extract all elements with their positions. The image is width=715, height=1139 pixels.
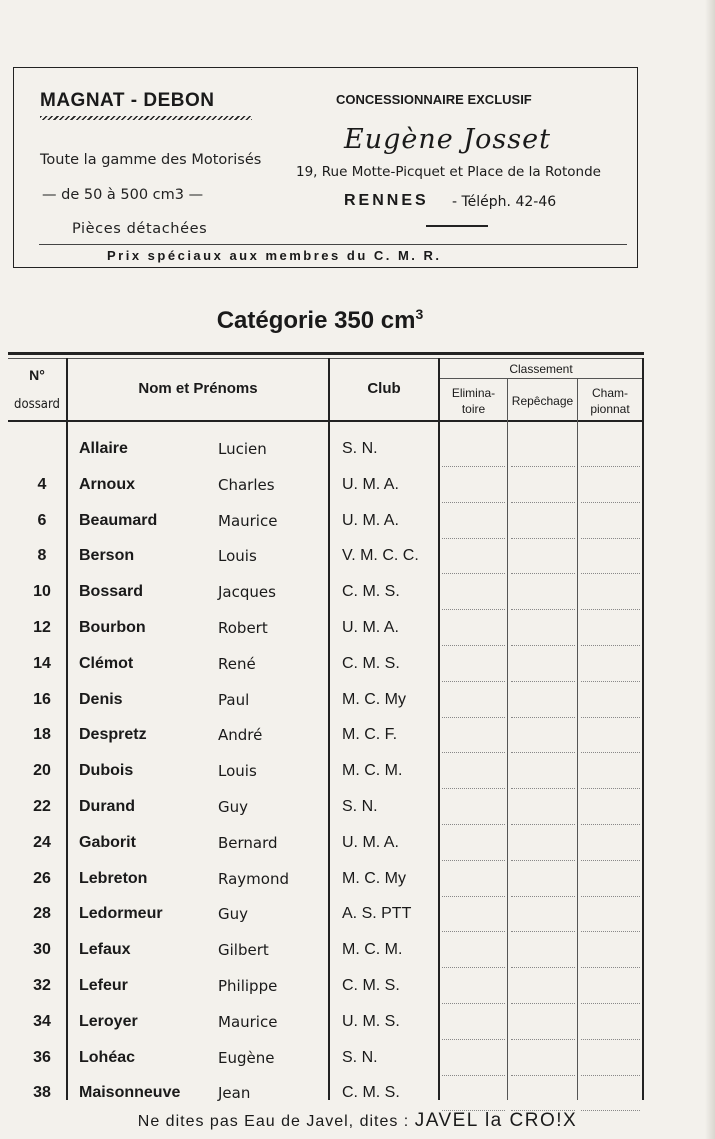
row-number: 12: [33, 619, 51, 636]
col-divider-elim: [507, 378, 508, 1100]
score-line: [442, 931, 505, 932]
score-line: [442, 1039, 505, 1040]
row-first-name: Philippe: [218, 977, 278, 995]
row-first-name: Louis: [218, 762, 257, 781]
row-club: S. N.: [342, 440, 378, 457]
score-line: [511, 1003, 575, 1004]
score-line: [581, 645, 640, 646]
header-name: Nom et Prénoms: [138, 380, 258, 397]
row-number: 26: [33, 869, 51, 887]
classement-rule: [439, 378, 643, 379]
category-title: [0, 306, 640, 335]
score-line: [442, 824, 505, 825]
row-last-name: Beaumard: [79, 511, 158, 529]
score-line: [442, 466, 505, 467]
row-last-name: Bourbon: [79, 619, 146, 636]
header-no: N°: [29, 367, 45, 383]
row-number: 38: [33, 1084, 51, 1102]
row-club: S. N.: [342, 1048, 378, 1066]
row-number: 24: [33, 833, 51, 851]
row-club: M. C. My: [342, 690, 406, 708]
advert-brand: MAGNAT - DEBON: [40, 90, 215, 111]
row-last-name: Bossard: [79, 583, 144, 601]
dealer-city: RENNES: [344, 192, 429, 209]
score-line: [442, 752, 505, 753]
score-line: [442, 502, 505, 503]
row-club: M. C. M.: [342, 941, 403, 959]
row-last-name: Dubois: [79, 762, 134, 780]
advert-line-1: Toute la gamme des Motorisés: [40, 152, 262, 168]
row-club: C. M. S.: [342, 583, 400, 601]
row-club: U. M. S.: [342, 1012, 400, 1030]
score-line: [581, 1039, 640, 1040]
brand-underline: [40, 116, 252, 120]
row-number: 36: [33, 1048, 51, 1066]
footer-brand: JAVEL la CRO!X: [414, 1110, 578, 1131]
score-line: [442, 967, 505, 968]
row-last-name: Leroyer: [79, 1012, 138, 1030]
row-club: M. C. M.: [342, 762, 403, 780]
score-line: [581, 860, 640, 861]
row-last-name: Lohéac: [79, 1048, 136, 1066]
row-club: C. M. S.: [342, 1084, 400, 1102]
score-line: [581, 824, 640, 825]
row-club: S. N.: [342, 798, 378, 815]
dealer-address: 19, Rue Motte-Picquet et Place de la Rotonde: [296, 164, 601, 180]
score-line: [511, 788, 575, 789]
row-first-name: Raymond: [218, 869, 289, 888]
score-line: [581, 681, 640, 682]
row-number: 30: [33, 941, 51, 959]
score-line: [442, 645, 505, 646]
row-number: 34: [33, 1012, 51, 1030]
row-last-name: Lefaux: [79, 941, 131, 959]
dealer-phone: - Téléph. 42-46: [452, 194, 557, 210]
score-line: [442, 717, 505, 718]
score-line: [442, 860, 505, 861]
row-last-name: Clémot: [79, 654, 134, 672]
score-line: [511, 896, 575, 897]
row-first-name: Lucien: [218, 440, 267, 458]
header-elim-2: toire: [461, 402, 486, 416]
row-club: U. M. A.: [342, 833, 399, 851]
score-line: [581, 717, 640, 718]
row-last-name: Maisonneuve: [79, 1084, 181, 1102]
table-header-rule: [8, 420, 644, 422]
score-line: [581, 896, 640, 897]
row-number: 18: [33, 726, 51, 744]
col-divider-name: [328, 358, 330, 1100]
advert-line-2: — de 50 à 500 cm3 —: [42, 187, 204, 203]
score-line: [442, 681, 505, 682]
advert-divider: [39, 244, 627, 245]
score-line: [581, 466, 640, 467]
row-number: 32: [33, 977, 51, 994]
score-line: [442, 538, 505, 539]
score-line: [511, 466, 575, 467]
row-last-name: Gaborit: [79, 833, 136, 851]
row-number: 20: [33, 762, 51, 780]
row-number: 14: [33, 654, 51, 672]
row-first-name: André: [218, 726, 263, 745]
row-first-name: Guy: [218, 905, 249, 924]
row-last-name: Denis: [79, 690, 123, 708]
row-club: U. M. A.: [342, 619, 399, 636]
header-champ-2: pionnat: [590, 402, 630, 416]
row-club: V. M. C. C.: [342, 547, 419, 565]
row-first-name: Eugène: [218, 1048, 275, 1067]
row-club: U. M. A.: [342, 475, 399, 493]
category-title-text: Catégorie 350 cm: [216, 307, 416, 334]
row-number: 28: [33, 905, 51, 923]
score-line: [442, 573, 505, 574]
row-last-name: Berson: [79, 547, 135, 565]
row-first-name: Louis: [218, 547, 257, 566]
row-first-name: Gilbert: [218, 941, 269, 960]
col-divider-club: [438, 358, 440, 1100]
table-top-rule-thin: [8, 358, 644, 359]
score-line: [581, 931, 640, 932]
score-line: [511, 1075, 575, 1076]
advert-box: [13, 67, 638, 268]
score-line: [511, 824, 575, 825]
table-top-rule: [8, 352, 644, 355]
row-last-name: Allaire: [79, 440, 128, 457]
header-classement: Classement: [509, 362, 573, 376]
row-first-name: Robert: [218, 619, 268, 637]
row-number: 16: [33, 690, 51, 708]
dealer-rule: [426, 225, 488, 227]
row-club: M. C. F.: [342, 726, 398, 744]
score-line: [511, 752, 575, 753]
header-dossard: dossard: [14, 397, 60, 412]
score-line: [511, 717, 575, 718]
score-line: [511, 645, 575, 646]
score-line: [511, 609, 575, 610]
row-club: M. C. My: [342, 869, 406, 887]
score-line: [511, 931, 575, 932]
score-line: [581, 967, 640, 968]
score-line: [511, 860, 575, 861]
score-line: [581, 788, 640, 789]
category-title-sup: 3: [415, 306, 424, 322]
row-first-name: Jacques: [218, 583, 276, 602]
col-divider-right: [642, 358, 644, 1100]
row-last-name: Lebreton: [79, 869, 148, 887]
row-last-name: Despretz: [79, 726, 147, 744]
row-club: A. S. PTT: [342, 905, 412, 923]
row-number: 4: [37, 475, 47, 493]
score-line: [511, 1039, 575, 1040]
row-number: 8: [37, 547, 47, 565]
row-last-name: Durand: [79, 798, 135, 815]
row-number: 6: [37, 511, 47, 529]
row-last-name: Ledormeur: [79, 905, 163, 923]
row-first-name: Charles: [218, 475, 275, 494]
row-club: C. M. S.: [342, 654, 400, 672]
advert-concession: CONCESSIONNAIRE EXCLUSIF: [336, 92, 532, 107]
header-elim-1: Elimina-: [451, 386, 496, 400]
header-repechage: Repêchage: [511, 394, 574, 408]
header-club: Club: [367, 380, 401, 397]
row-number: 22: [33, 798, 51, 815]
score-line: [442, 788, 505, 789]
row-first-name: Maurice: [218, 511, 278, 530]
row-first-name: Bernard: [218, 833, 278, 852]
page-edge: [705, 0, 715, 1139]
score-line: [511, 967, 575, 968]
row-club: U. M. A.: [342, 511, 399, 529]
row-first-name: Paul: [218, 690, 250, 709]
row-last-name: Lefeur: [79, 977, 128, 994]
score-line: [511, 681, 575, 682]
score-line: [581, 1003, 640, 1004]
footer-text: Ne dites pas Eau de Javel, dites :: [137, 1113, 410, 1130]
score-line: [511, 573, 575, 574]
advert-offer: Prix spéciaux aux membres du C. M. R.: [107, 248, 442, 263]
score-line: [511, 538, 575, 539]
row-club: C. M. S.: [342, 977, 400, 994]
score-line: [581, 609, 640, 610]
dealer-name: Eugène Josset: [344, 124, 551, 155]
score-line: [442, 1003, 505, 1004]
advert-line-3: Pièces détachées: [72, 221, 208, 237]
row-first-name: Maurice: [218, 1012, 278, 1031]
row-first-name: René: [218, 654, 256, 673]
score-line: [511, 502, 575, 503]
score-line: [442, 609, 505, 610]
col-divider-rep: [577, 378, 578, 1100]
score-line: [581, 1075, 640, 1076]
footer-advert: [0, 1110, 715, 1132]
score-line: [581, 752, 640, 753]
header-champ-1: Cham-: [591, 386, 628, 400]
row-first-name: Jean: [218, 1084, 251, 1103]
row-first-name: Guy: [218, 798, 249, 816]
row-number: 10: [33, 583, 51, 601]
score-line: [581, 502, 640, 503]
score-line: [581, 573, 640, 574]
score-line: [442, 1075, 505, 1076]
score-line: [581, 538, 640, 539]
row-last-name: Arnoux: [79, 475, 135, 493]
score-line: [442, 896, 505, 897]
